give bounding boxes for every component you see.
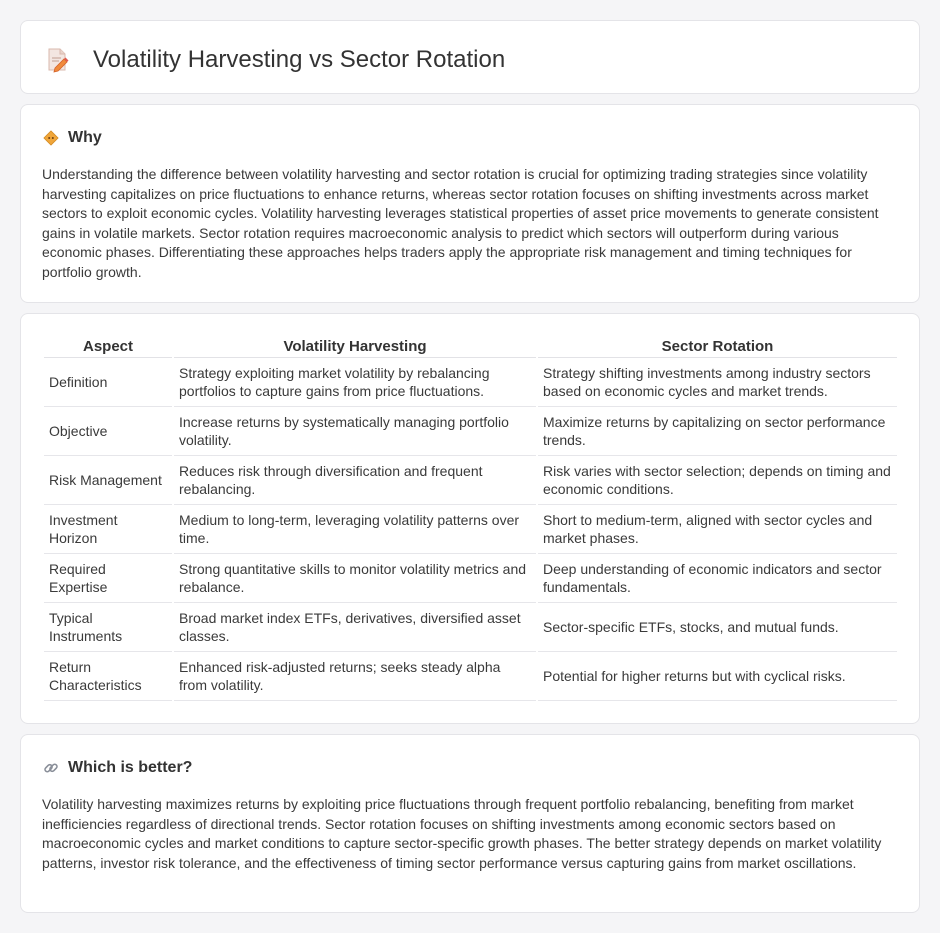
row-volatility-harvesting: Medium to long-term, leveraging volatility patterns over time.: [174, 505, 536, 554]
why-heading: Why: [68, 129, 102, 146]
header-card: [20, 20, 920, 94]
row-sector-rotation: Maximize returns by capitalizing on sector performance trends.: [538, 407, 897, 456]
comparison-table: [42, 335, 899, 701]
table-row: [44, 652, 897, 701]
page-title: Volatility Harvesting vs Sector Rotation: [93, 46, 506, 73]
better-text: Volatility harvesting maximizes returns by exploiting price fluctuations through frequent portfolio rebalancing, benefiting from market inefficiencies regardless of directional trends. Sector rotation focuses on shifting investments among economic sectors based on macroeconomic cycles and market conditions to capture sector-specific growth phases. The better strategy depends on market volatility patterns, investor risk tolerance, and the effectiveness of timing sector performance versus capturing gains from market oscillations.: [42, 796, 882, 871]
row-volatility-harvesting: Strategy exploiting market volatility by rebalancing portfolios to capture gains from price fluctuations.: [174, 358, 536, 407]
table-row: [44, 358, 897, 407]
table-row: [44, 456, 897, 505]
link-icon: [43, 760, 59, 776]
table-row: [44, 407, 897, 456]
row-sector-rotation: Sector-specific ETFs, stocks, and mutual funds.: [538, 603, 897, 652]
row-aspect: Definition: [44, 358, 172, 407]
table-header-row: [44, 335, 897, 358]
better-heading: Which is better?: [68, 759, 193, 776]
row-volatility-harvesting: Strong quantitative skills to monitor volatility metrics and rebalance.: [174, 554, 536, 603]
row-volatility-harvesting: Reduces risk through diversification and frequent rebalancing.: [174, 456, 536, 505]
which-is-better-section: [20, 734, 920, 913]
row-aspect: Risk Management: [44, 456, 172, 505]
row-volatility-harvesting: Enhanced risk-adjusted returns; seeks steady alpha from volatility.: [174, 652, 536, 701]
row-aspect: Required Expertise: [44, 554, 172, 603]
row-aspect: Typical Instruments: [44, 603, 172, 652]
row-sector-rotation: Strategy shifting investments among industry sectors based on economic cycles and market trends.: [538, 358, 897, 407]
table-row: [44, 554, 897, 603]
row-volatility-harvesting: Increase returns by systematically managing portfolio volatility.: [174, 407, 536, 456]
diamond-sign-icon: [43, 130, 59, 146]
document-pencil-icon: [47, 47, 69, 73]
row-aspect: Investment Horizon: [44, 505, 172, 554]
row-aspect: Objective: [44, 407, 172, 456]
row-sector-rotation: Risk varies with sector selection; depends on timing and economic conditions.: [538, 456, 897, 505]
row-sector-rotation: Short to medium-term, aligned with sector cycles and market phases.: [538, 505, 897, 554]
table-row: [44, 505, 897, 554]
header-aspect: Aspect: [44, 335, 172, 358]
table-row: [44, 603, 897, 652]
row-aspect: Return Characteristics: [44, 652, 172, 701]
header-sector-rotation: Sector Rotation: [538, 335, 897, 358]
why-section: [20, 104, 920, 303]
header-volatility-harvesting: Volatility Harvesting: [174, 335, 536, 358]
row-sector-rotation: Deep understanding of economic indicators and sector fundamentals.: [538, 554, 897, 603]
why-text: Understanding the difference between volatility harvesting and sector rotation is crucial for optimizing trading strategies since volatility harvesting capitalizes on price fluctuations to enhance returns, whereas sector rotation focuses on shifting investments across market sectors to exploit economic cycles. Volatility harvesting leverages statistical properties of asset price movements to generate consistent gains in volatile markets. Sector rotation requires macroeconomic analysis to predict which sectors will outperform during various economic phases. Differentiating these approaches helps traders apply the appropriate risk management and timing techniques for portfolio growth.: [42, 166, 879, 280]
row-volatility-harvesting: Broad market index ETFs, derivatives, diversified asset classes.: [174, 603, 536, 652]
row-sector-rotation: Potential for higher returns but with cyclical risks.: [538, 652, 897, 701]
comparison-section: [20, 313, 920, 724]
